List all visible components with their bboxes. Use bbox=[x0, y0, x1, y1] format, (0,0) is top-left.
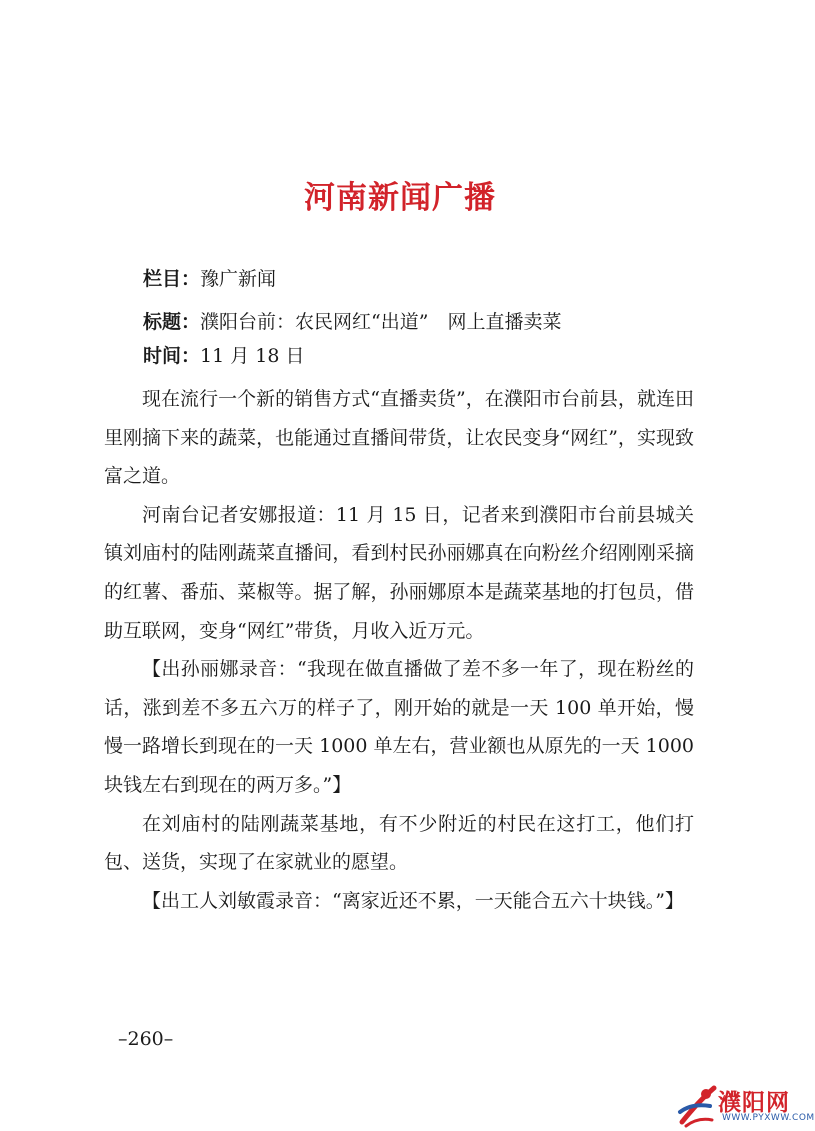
meta-separator: ： bbox=[181, 268, 201, 290]
meta-column bbox=[143, 266, 276, 292]
meta-time-value: 11 月 18 日 bbox=[200, 345, 305, 367]
watermark-name: 濮阳网 bbox=[718, 1090, 790, 1116]
document-title: 河南新闻广播 bbox=[304, 180, 496, 216]
paragraph: 现在流行一个新的销售方式“直播卖货”，在濮阳市台前县，就连田里刚摘下来的蔬菜，也能通过直播间带货，让农民变身“网红”，实现致富之道。 bbox=[104, 388, 694, 488]
watermark-url: WWW.PYXWW.COM bbox=[722, 1113, 815, 1123]
meta-time bbox=[143, 343, 305, 369]
paragraph: 河南台记者安娜报道：11 月 15 日，记者来到濮阳市台前县城关镇刘庙村的陆刚蔬菜直播间，看到村民孙丽娜真在向粉丝介绍刚刚采摘的红薯、番茄、菜椒等。据了解，孙丽娜原本是蔬菜基地的打包员，借助互联网，变身“网红”带货，月收入近万元。 bbox=[104, 503, 694, 642]
paragraph: 【出工人刘敏霞录音：“离家近还不累，一天能合五六十块钱。”】 bbox=[142, 889, 684, 912]
meta-separator: ： bbox=[181, 311, 201, 333]
meta-time-label: 时间 bbox=[143, 345, 182, 367]
article-body bbox=[104, 380, 694, 920]
meta-column-value: 豫广新闻 bbox=[200, 268, 277, 290]
meta-headline bbox=[143, 309, 561, 335]
meta-headline-label: 标题 bbox=[143, 311, 182, 333]
paragraph: 在刘庙村的陆刚蔬菜基地，有不少附近的村民在这打工，他们打包、送货，实现了在家就业的愿望。 bbox=[104, 812, 694, 874]
meta-headline-value: 濮阳台前：农民网红“出道” 网上直播卖菜 bbox=[200, 311, 562, 333]
meta-column-label: 栏目 bbox=[143, 268, 182, 290]
watermark bbox=[676, 1082, 815, 1131]
paragraph: 【出孙丽娜录音：“我现在做直播做了差不多一年了，现在粉丝的话，涨到差不多五六万的样子了，刚开始的就是一天 100 单开始，慢慢一路增长到现在的一天 1000 单左右，营业额也从原先的一天 1000 块钱左右到现在的两万多。”】 bbox=[104, 658, 694, 796]
page-number: –260– bbox=[118, 1028, 174, 1050]
meta-separator: ： bbox=[181, 345, 201, 367]
pyxww-logo-icon bbox=[676, 1082, 720, 1128]
